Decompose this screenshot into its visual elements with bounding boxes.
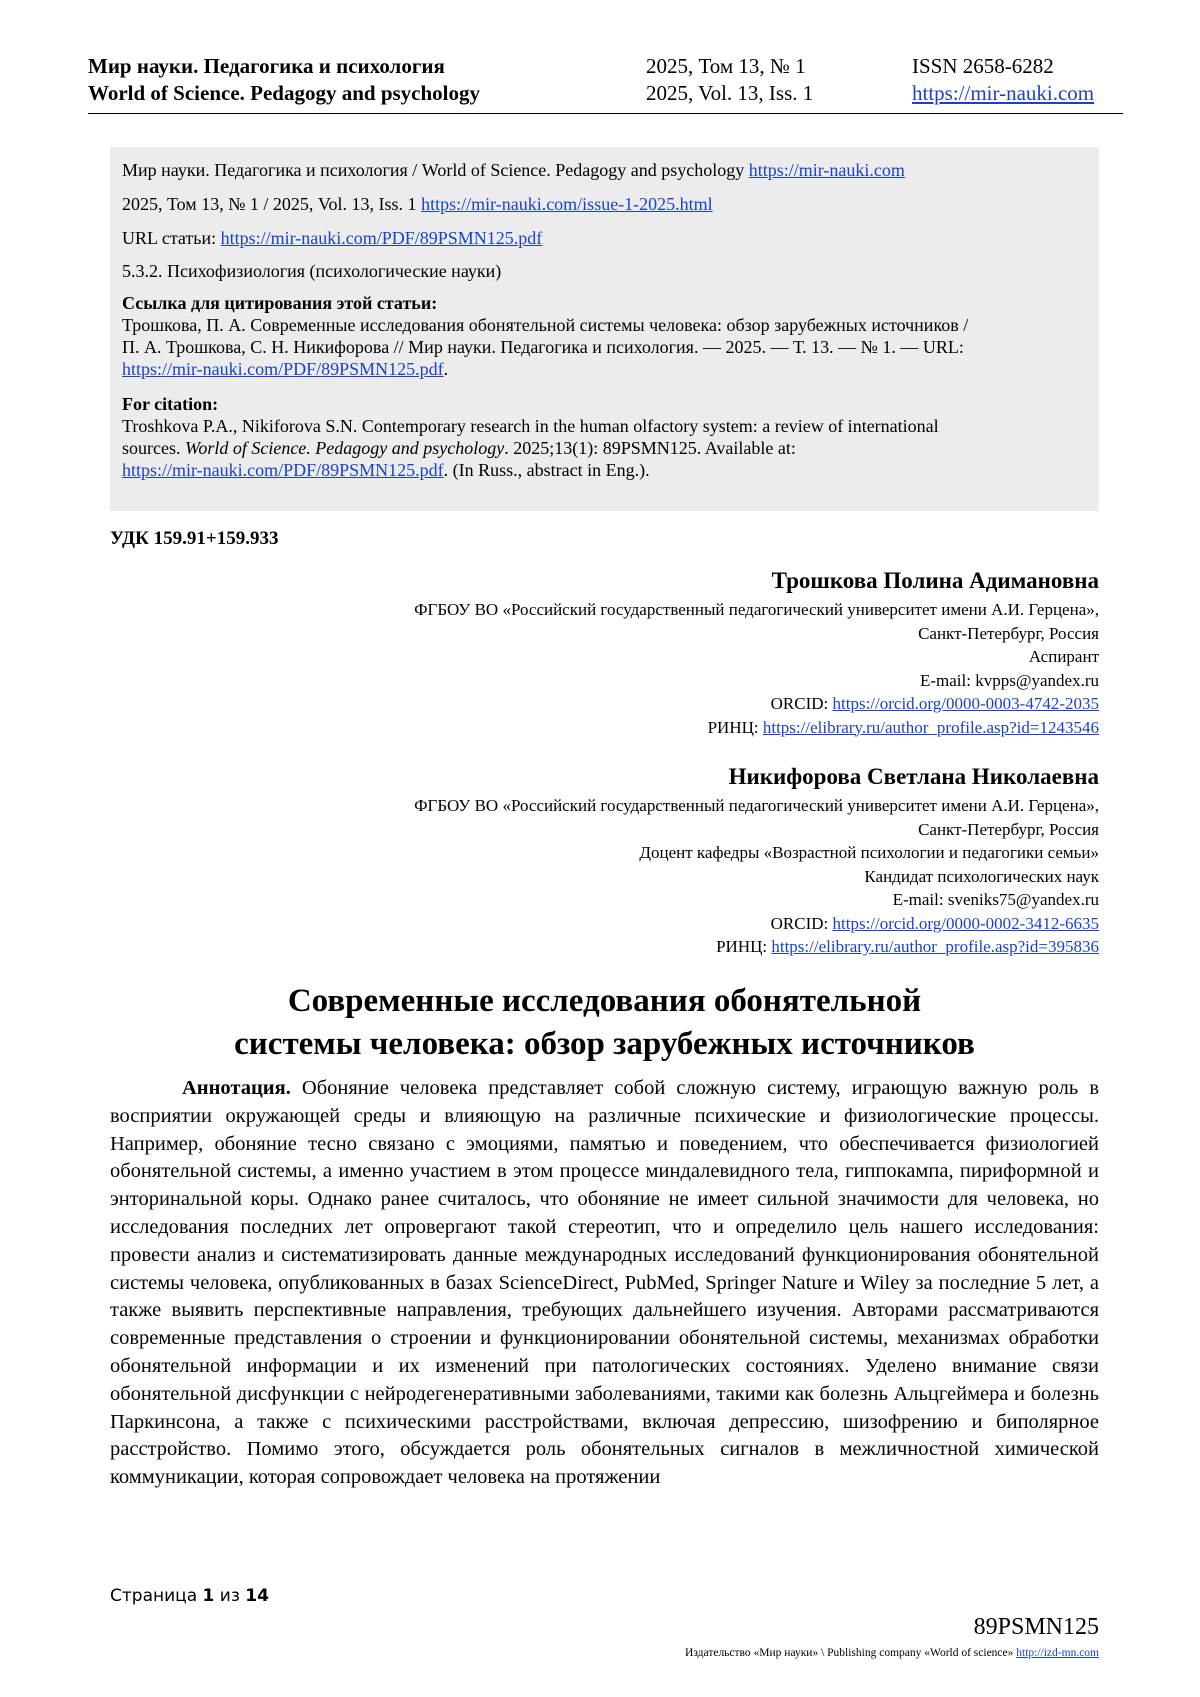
author-affiliation: ФГБОУ ВО «Российский государственный педагогический университет имени А.И. Герцена», xyxy=(414,600,1099,619)
info-journal-link[interactable]: https://mir-nauki.com xyxy=(748,160,905,180)
author-position: Аспирант xyxy=(1028,647,1099,666)
author-orcid: ORCID: https://orcid.org/0000-0002-3412-6635 xyxy=(770,913,1099,933)
abstract-label: Аннотация. xyxy=(182,1077,291,1099)
author-rinc: РИНЦ: https://elibrary.ru/author_profile.asp?id=1243546 xyxy=(707,717,1099,737)
author-email: E-mail: sveniks75@yandex.ru xyxy=(892,890,1099,909)
author-degree: Кандидат психологических наук xyxy=(864,866,1099,886)
author-block xyxy=(414,566,1099,739)
author-name: Трошкова Полина Адимановна xyxy=(771,568,1099,593)
info-issue-line: 2025, Том 13, № 1 / 2025, Vol. 13, Iss. 1 https://mir-nauki.com/issue-1-2025.html xyxy=(122,194,713,214)
orcid-link[interactable]: https://orcid.org/0000-0002-3412-6635 xyxy=(832,913,1099,933)
citation-en-link[interactable]: https://mir-nauki.com/PDF/89PSMN125.pdf xyxy=(122,460,444,480)
author-rinc: РИНЦ: https://elibrary.ru/author_profile.asp?id=395836 xyxy=(716,937,1099,956)
citation-ru-heading: Ссылка для цитирования этой статьи: xyxy=(122,293,438,313)
abstract-text: Обоняние человека представляет собой сложную систему, играющую важную роль в восприятии окружающей среды и влияющую на различные психические и физиологические процессы. Например, обоняние тесно связано с эмоциями, памятью и поведением, что обеспечивается физиологией обонятельной системы, а именно участием в этом процессе миндалевидного тела, гиппокампа, пириформной и энторинальной коры. Однако ранее считалось, что обоняние не имеет сильной значимости для человека, но исследования последних лет опровергают такой стереотип, что и определило цель нашего исследования: провести анализ и систематизировать данные международных исследований функционирования обонятельной системы человека, опубликованных в базах ScienceDirect, PubMed, Springer Nature и Wiley за последние 5 лет, а также выявить перспективные направления, требующих дальнейшего изучения. Авторами рассматриваются современные представления о строении и функционировании обонятельной системы, механизмах обработки обонятельной информации и их изменений при патологических состояниях. Уделено внимание связи обонятельной дисфункции с нейродегенеративными заболеваниями, такими как болезнь Альцгеймера и болезнь Паркинсона, а также с психическими расстройствами, включая депрессию, шизофрению и биполярное расстройство. Помимо этого, обсуждается роль обонятельных сигналов в межличностной химической коммуникации, которая сопровождает человека на протяжении xyxy=(110,1077,1099,1489)
page-number: Страница 1 из 14 xyxy=(110,1586,269,1606)
journal-name-ru: Мир науки. Педагогика и психология xyxy=(88,54,445,78)
publisher-link[interactable]: http://izd-mn.com xyxy=(1016,1647,1099,1659)
article-code: 89PSMN125 xyxy=(973,1614,1099,1640)
journal-name xyxy=(88,53,480,107)
citation-en: For citation: Troshkova P.A., Nikiforova S.N. Contemporary research in the human olfactory system: a review of international sources. World of Science. Pedagogy and psychology. 2025;13(1): 89PSMN125. Available at: https://mir-nauki.com/PDF/89PSMN125.pdf. (In Russ., abstract in Eng.). xyxy=(122,394,939,480)
issue-ru: 2025, Том 13, № 1 xyxy=(646,54,806,78)
journal-name-en: World of Science. Pedagogy and psychology xyxy=(88,81,481,105)
author-email: E-mail: kvpps@yandex.ru xyxy=(919,670,1099,690)
citation-info-box xyxy=(110,147,1099,511)
author-orcid: ORCID: https://orcid.org/0000-0003-4742-2035 xyxy=(770,694,1099,713)
author-block xyxy=(414,762,1099,959)
running-header xyxy=(88,53,1123,114)
rinc-link[interactable]: https://elibrary.ru/author_profile.asp?id=1243546 xyxy=(762,717,1099,737)
author-city: Санкт-Петербург, Россия xyxy=(918,623,1099,643)
author-position: Доцент кафедры «Возрастной психологии и педагогики семьи» xyxy=(639,843,1099,862)
info-article-link[interactable]: https://mir-nauki.com/PDF/89PSMN125.pdf xyxy=(220,228,543,248)
author-affiliation: ФГБОУ ВО «Российский государственный педагогический университет имени А.И. Герцена», xyxy=(414,796,1099,815)
issn: ISSN 2658-6282 xyxy=(912,54,1054,78)
orcid-link[interactable]: https://orcid.org/0000-0003-4742-2035 xyxy=(832,694,1099,713)
article-title: Современные исследования обонятельной системы человека: обзор зарубежных источников xyxy=(234,983,975,1062)
issue-en: 2025, Vol. 13, Iss. 1 xyxy=(646,81,814,105)
udk-code: УДК 159.91+159.933 xyxy=(110,528,279,549)
author-city: Санкт-Петербург, Россия xyxy=(918,819,1099,839)
abstract xyxy=(110,1075,1099,1492)
issn-block xyxy=(912,53,1094,107)
rinc-link[interactable]: https://elibrary.ru/author_profile.asp?id=395836 xyxy=(771,937,1099,956)
info-specialty: 5.3.2. Психофизиология (психологические науки) xyxy=(122,261,502,281)
citation-ru: Ссылка для цитирования этой статьи: Трошкова, П. А. Современные исследования обонятельной системы человека: обзор зарубежных источников / П. А. Трошкова, С. Н. Никифорова // Мир науки. Педагогика и психология. — 2025. — Т. 13. — № 1. — URL: https://mir-nauki.com/PDF/89PSMN125.pdf. xyxy=(122,293,969,379)
info-issue-link[interactable]: https://mir-nauki.com/issue-1-2025.html xyxy=(421,194,713,214)
info-journal-line: Мир науки. Педагогика и психология / World of Science. Pedagogy and psychology https://mir-nauki.com xyxy=(122,160,905,180)
publisher-line: Издательство «Мир науки» \ Publishing company «World of science» http://izd-mn.com xyxy=(685,1647,1099,1659)
issue-info xyxy=(646,53,813,107)
site-link[interactable]: https://mir-nauki.com xyxy=(912,81,1095,105)
author-name: Никифорова Светлана Николаевна xyxy=(728,764,1099,789)
citation-ru-link[interactable]: https://mir-nauki.com/PDF/89PSMN125.pdf xyxy=(122,359,444,379)
info-article-url-line: URL статьи: https://mir-nauki.com/PDF/89PSMN125.pdf xyxy=(122,228,543,248)
citation-en-heading: For citation: xyxy=(122,394,219,414)
